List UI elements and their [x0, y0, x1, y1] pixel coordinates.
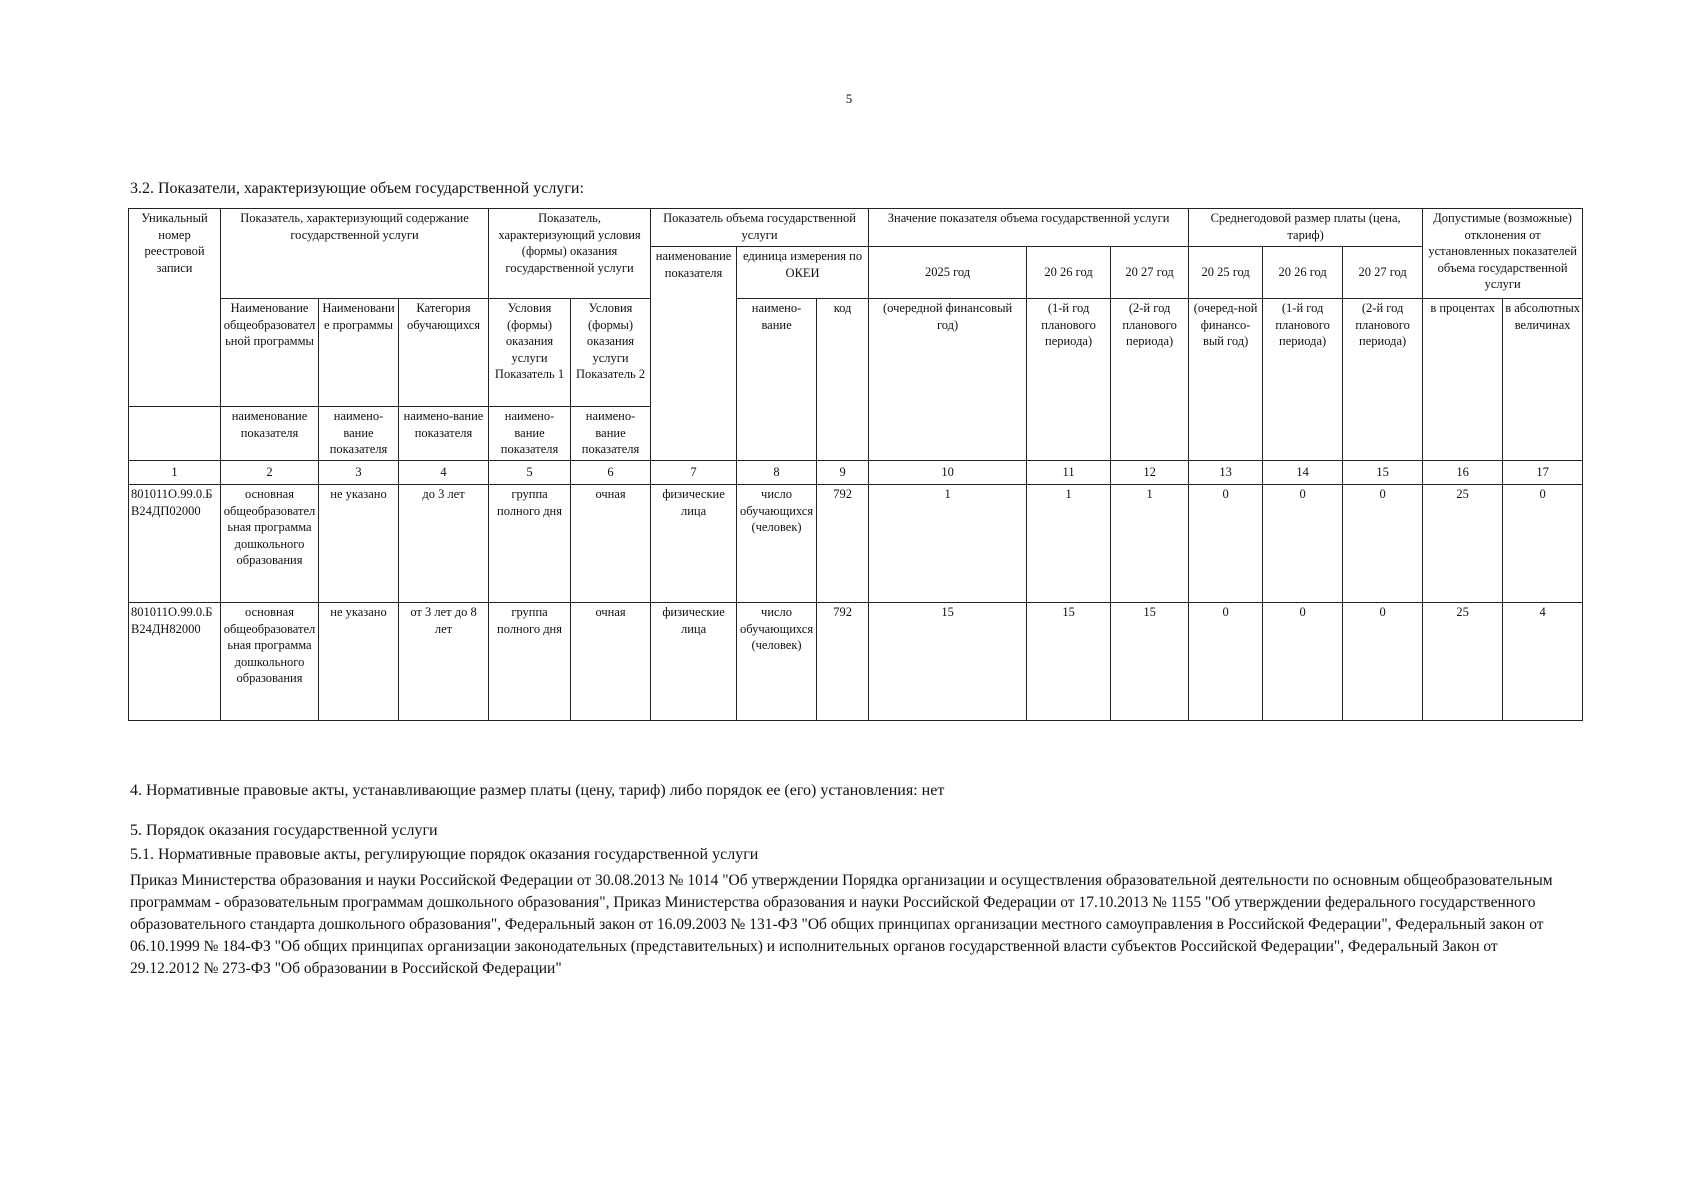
table-row: [129, 485, 1583, 603]
header-avg-fee: Среднегодовой размер платы (цена, тариф): [1189, 209, 1423, 247]
cell-indicator: физические лица: [651, 485, 737, 603]
col-number: 1: [129, 461, 221, 485]
header-second-plan-year: (2-й год планового периода): [1111, 299, 1189, 461]
col-number: 16: [1423, 461, 1503, 485]
cell-category: до 3 лет: [399, 485, 489, 603]
header-sub-name-indicator-5: наимено-вание показателя: [571, 407, 651, 461]
cell-v2027: 15: [1111, 603, 1189, 721]
section-5-title: 5. Порядок оказания государственной услуги: [130, 822, 438, 839]
cell-cond2: очная: [571, 603, 651, 721]
header-conditions-indicator: Показатель, характеризующий условия (формы) оказания государственной услуги: [489, 209, 651, 299]
cell-code: 792: [817, 485, 869, 603]
header-students-category: Категория обучающихся: [399, 299, 489, 407]
section-4-text: 4. Нормативные правовые акты, устанавливающие размер платы (цену, тариф) либо порядок ее (его) установления: нет: [130, 782, 945, 799]
cell-category: от 3 лет до 8 лет: [399, 603, 489, 721]
header-program-name: Наименование общеобразовательной программы: [221, 299, 319, 407]
cell-abs: 4: [1503, 603, 1583, 721]
page-number: 5: [845, 91, 853, 106]
header-in-absolute: в абсолютных величинах: [1503, 299, 1583, 461]
header-volume-indicator: Показатель объема государственной услуги: [651, 209, 869, 247]
col-number: 3: [319, 461, 399, 485]
col-number: 10: [869, 461, 1027, 485]
header-unit-name: наимено-вание: [737, 299, 817, 461]
cell-unit: число обучающихся (человек): [737, 603, 817, 721]
header-sub-name-indicator-2: наимено-вание показателя: [319, 407, 399, 461]
cell-cond1: группа полного дня: [489, 485, 571, 603]
cell-indicator: физические лица: [651, 603, 737, 721]
col-number: 12: [1111, 461, 1189, 485]
header-fee-2025: 20 25 год: [1189, 247, 1263, 299]
cell-abs: 0: [1503, 485, 1583, 603]
cell-v2025: 15: [869, 603, 1027, 721]
cell-v2026: 15: [1027, 603, 1111, 721]
cell-v2026: 1: [1027, 485, 1111, 603]
section-title: 3.2. Показатели, характеризующие объем государственной услуги:: [130, 180, 584, 197]
column-numbers-row: [129, 461, 1583, 485]
header-year-2026: 20 26 год: [1027, 247, 1111, 299]
cell-pct: 25: [1423, 603, 1503, 721]
cell-pct: 25: [1423, 485, 1503, 603]
section-5-1-title: 5.1. Нормативные правовые акты, регулирующие порядок оказания государственной услуги: [130, 846, 759, 863]
cell-f2026: 0: [1263, 603, 1343, 721]
cell-f2026: 0: [1263, 485, 1343, 603]
col-number: 15: [1343, 461, 1423, 485]
header-cond-form-2: Условия (формы) оказания услуги Показатель 2: [571, 299, 651, 407]
header-okei-unit: единица измерения по ОКЕИ: [737, 247, 869, 299]
col-number: 5: [489, 461, 571, 485]
cell-v2025: 1: [869, 485, 1027, 603]
col-number: 7: [651, 461, 737, 485]
cell-id: 801011О.99.0.БВ24ДП02000: [129, 485, 221, 603]
header-cond-form-1: Условия (формы) оказания услуги Показатель 1: [489, 299, 571, 407]
col-number: 13: [1189, 461, 1263, 485]
col-number: 9: [817, 461, 869, 485]
col-number: 14: [1263, 461, 1343, 485]
header-sub-name-indicator: наименование показателя: [221, 407, 319, 461]
header-next-fin-year: (очередной финансовый год): [869, 299, 1027, 461]
header-sub-name-indicator-4: наимено-вание показателя: [489, 407, 571, 461]
header-deviations: Допустимые (возможные) отклонения от установленных показателей объема государственной услуги: [1423, 209, 1583, 299]
header-fee-2027: 20 27 год: [1343, 247, 1423, 299]
section-5-1-body: Приказ Министерства образования и науки Российской Федерации от 30.08.2013 № 1014 "Об утверждении Порядка организации и осуществления образовательной деятельности по основным общеобразовательным программам - образовательным программам дошкольного образования", Приказ Министерства образования и науки Российской Федерации от 17.10.2013 № 1155 "Об утверждении федерального государственного образовательного стандарта дошкольного образования", Федеральный закон от 16.09.2003 № 131-ФЗ "Об общих принципах организации местного самоуправления в Российской Федерации", Федеральный закон от 06.10.1999 № 184-ФЗ "Об общих принципах организации законодательных (представительных) и исполнительных органов государственной власти субъектов Российской Федерации", Федеральный Закон от 29.12.2012 № 273-ФЗ "Об образовании в Российской Федерации": [130, 872, 1553, 977]
cell-v2027: 1: [1111, 485, 1189, 603]
header-unique-number: Уникальный номер реестровой записи: [129, 209, 221, 407]
header-unit-code: код: [817, 299, 869, 461]
cell-f2025: 0: [1189, 603, 1263, 721]
cell-id: 801011О.99.0.БВ24ДН82000: [129, 603, 221, 721]
header-content-indicator: Показатель, характеризующий содержание государственной услуги: [221, 209, 489, 299]
col-number: 11: [1027, 461, 1111, 485]
header-year-2025: 2025 год: [869, 247, 1027, 299]
cell-program: основная общеобразовательная программа дошкольного образования: [221, 485, 319, 603]
header-fee-second-plan-year: (2-й год планового периода): [1343, 299, 1423, 461]
cell-f2027: 0: [1343, 485, 1423, 603]
cell-unit: число обучающихся (человек): [737, 485, 817, 603]
header-program-name-2: Наименование программы: [319, 299, 399, 407]
header-fee-first-plan-year: (1-й год планового периода): [1263, 299, 1343, 461]
header-sub-name-indicator-3: наимено-вание показателя: [399, 407, 489, 461]
cell-code: 792: [817, 603, 869, 721]
cell-f2025: 0: [1189, 485, 1263, 603]
table-row: [129, 603, 1583, 721]
col-number: 8: [737, 461, 817, 485]
col-number: 17: [1503, 461, 1583, 485]
cell-program: основная общеобразовательная программа дошкольного образования: [221, 603, 319, 721]
header-fee-2026: 20 26 год: [1263, 247, 1343, 299]
col-number: 2: [221, 461, 319, 485]
cell-program2: не указано: [319, 603, 399, 721]
header-indicator-name: наименование показателя: [651, 247, 737, 461]
col-number: 6: [571, 461, 651, 485]
header-fee-next-fin-year: (очеред-ной финансо-вый год): [1189, 299, 1263, 461]
volume-indicators-table: [128, 208, 1583, 721]
cell-cond2: очная: [571, 485, 651, 603]
header-in-percent: в процентах: [1423, 299, 1503, 461]
header-first-plan-year: (1-й год планового периода): [1027, 299, 1111, 461]
cell-cond1: группа полного дня: [489, 603, 571, 721]
col-number: 4: [399, 461, 489, 485]
cell-f2027: 0: [1343, 603, 1423, 721]
header-year-2027: 20 27 год: [1111, 247, 1189, 299]
cell-program2: не указано: [319, 485, 399, 603]
header-volume-value: Значение показателя объема государственной услуги: [869, 209, 1189, 247]
